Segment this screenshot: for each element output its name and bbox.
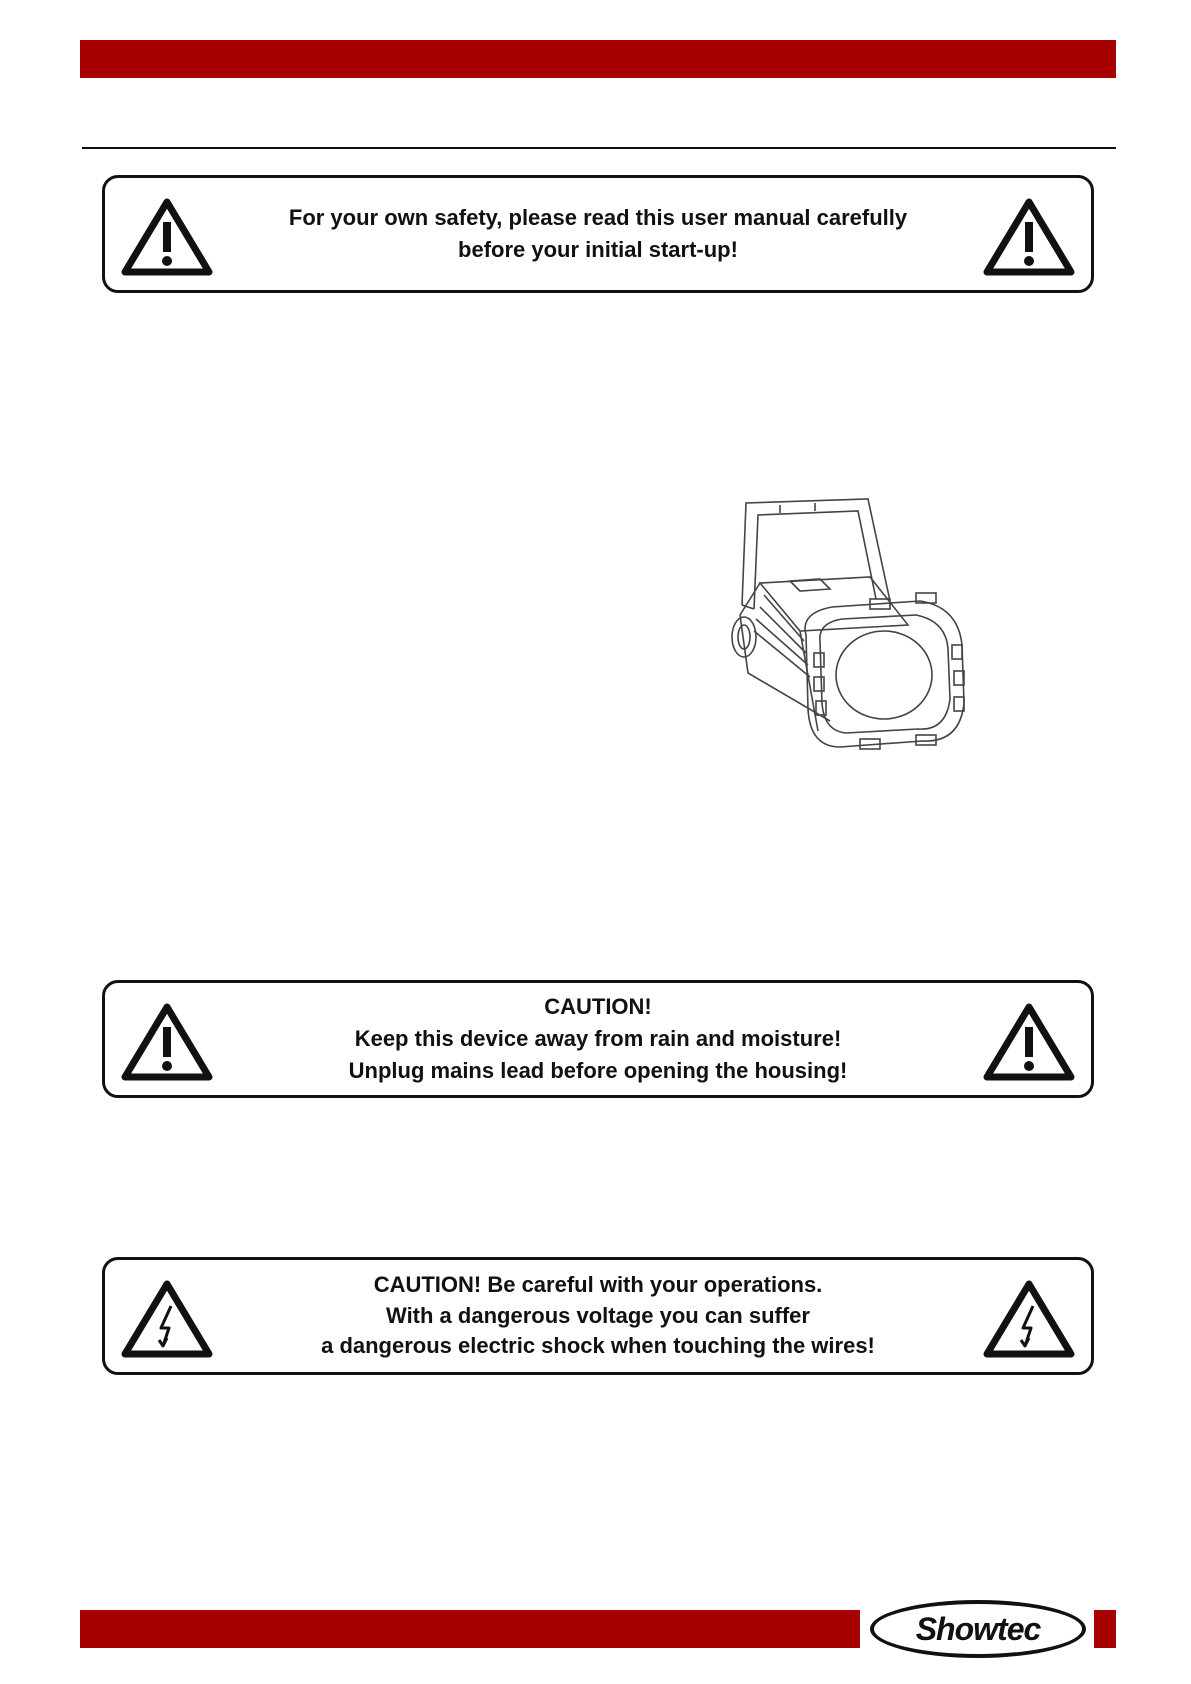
spotlight-fixture-illustration (720, 495, 980, 760)
caution-voltage-text (255, 1260, 941, 1372)
brand-name: Showtec (915, 1610, 1041, 1647)
notice-line: CAUTION! Be careful with your operations. (373, 1271, 823, 1297)
showtec-logo (870, 1600, 1086, 1658)
notice-line: For your own safety, please read this user manual carefully (288, 205, 908, 231)
caution-moisture-box (102, 980, 1094, 1098)
safety-notice-box (102, 175, 1094, 293)
notice-line: CAUTION! (544, 994, 652, 1020)
exclamation-warning-icon (983, 196, 1075, 276)
exclamation-warning-icon (121, 196, 213, 276)
exclamation-warning-icon (121, 1001, 213, 1081)
notice-line: before your initial start-up! (458, 237, 738, 262)
exclamation-warning-icon (983, 1001, 1075, 1081)
high-voltage-warning-icon (121, 1278, 213, 1358)
notice-line: Unplug mains lead before opening the housing! (348, 1057, 848, 1083)
header-rule (82, 147, 1116, 149)
caution-voltage-box (102, 1257, 1094, 1375)
header-bar (80, 40, 1116, 78)
notice-line: a dangerous electric shock when touching the wires! (321, 1333, 875, 1359)
high-voltage-warning-icon (983, 1278, 1075, 1358)
notice-line: Keep this device away from rain and moisture! (354, 1026, 842, 1052)
footer-bar (80, 1610, 860, 1648)
notice-line: With a dangerous voltage you can suffer (386, 1302, 810, 1328)
safety-notice-text (255, 178, 941, 290)
caution-moisture-text (255, 983, 941, 1095)
footer-bar-end (1094, 1610, 1116, 1648)
